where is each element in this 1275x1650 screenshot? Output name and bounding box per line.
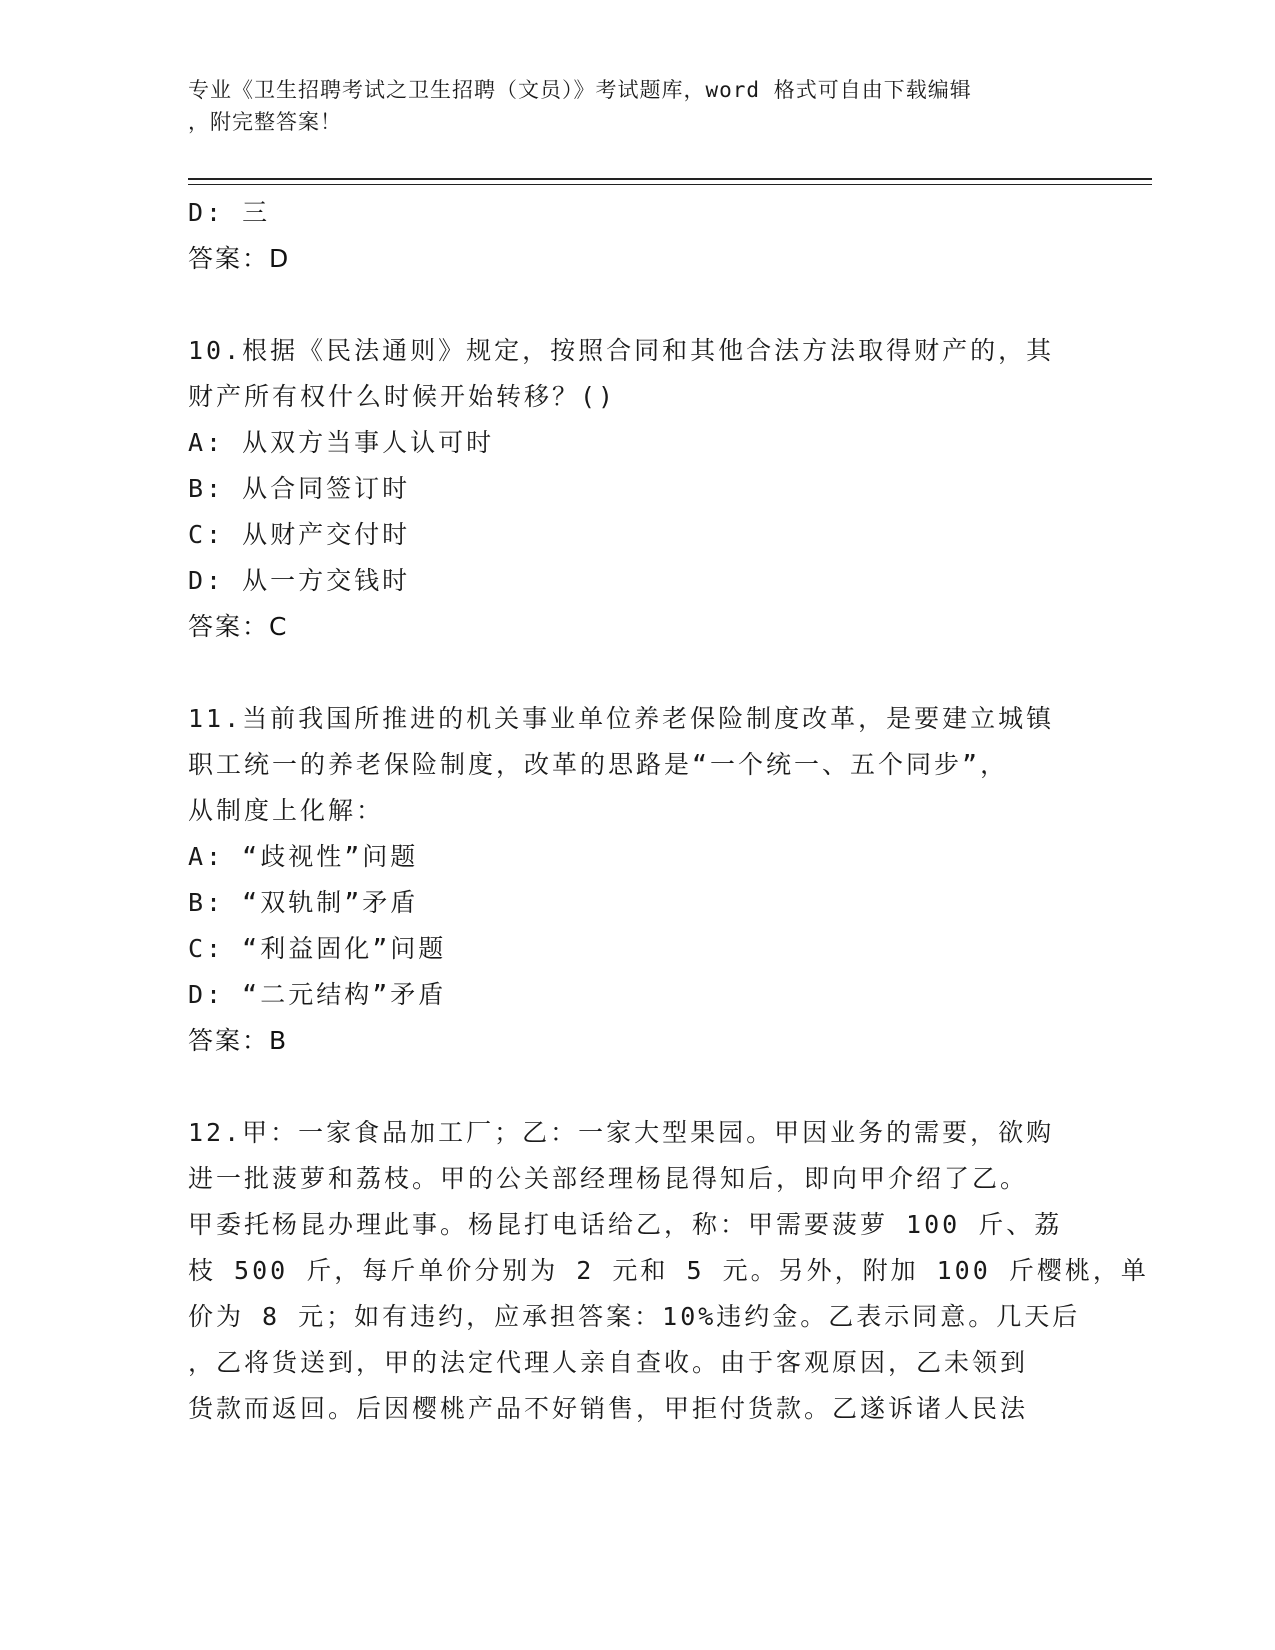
option-d: D: “二元结构”矛盾: [188, 980, 447, 1009]
prev-option-d: D: 三: [188, 198, 271, 227]
prev-answer: 答案：D: [188, 244, 291, 273]
question-text-line: 甲委托杨昆办理此事。杨昆打电话给乙，称：甲需要菠萝 100 斤、荔: [188, 1210, 1063, 1239]
question-text-line: 进一批菠萝和荔枝。甲的公关部经理杨昆得知后，即向甲介绍了乙。: [188, 1164, 1029, 1193]
question-text-line: 11.当前我国所推进的机关事业单位养老保险制度改革，是要建立城镇: [188, 704, 1055, 733]
header-line-2: ，附完整答案！: [188, 110, 342, 134]
question-text-line: 12.甲：一家食品加工厂；乙：一家大型果园。甲因业务的需要，欲购: [188, 1118, 1055, 1147]
question-text-line: ，乙将货送到，甲的法定代理人亲自查收。由于客观原因，乙未领到: [188, 1348, 1029, 1377]
answer: 答案：C: [188, 612, 289, 641]
option-c: C: “利益固化”问题: [188, 934, 447, 963]
option-c: C: 从财产交付时: [188, 520, 411, 549]
option-b: B: 从合同签订时: [188, 474, 411, 503]
question-12: [188, 1110, 1149, 1432]
header-divider-thick: [188, 178, 1152, 180]
header-divider-thin: [188, 184, 1152, 185]
answer: 答案：B: [188, 1026, 289, 1055]
page-header: [188, 74, 1088, 138]
question-text-line: 10.根据《民法通则》规定，按照合同和其他合法方法取得财产的，其: [188, 336, 1055, 365]
question-text-line: 枝 500 斤，每斤单价分别为 2 元和 5 元。另外，附加 100 斤樱桃，单: [188, 1256, 1149, 1285]
question-text-line: 财产所有权什么时候开始转移？(): [188, 382, 617, 411]
option-a: A: “歧视性”问题: [188, 842, 419, 871]
question-text-line: 职工统一的养老保险制度，改革的思路是“一个统一、五个同步”，: [188, 750, 1009, 779]
question-10: [188, 328, 1088, 650]
question-text-line: 从制度上化解：: [188, 796, 385, 825]
question-11: [188, 696, 1088, 1064]
question-text-line: 货款而返回。后因樱桃产品不好销售，甲拒付货款。乙遂诉诸人民法: [188, 1394, 1029, 1423]
option-b: B: “双轨制”矛盾: [188, 888, 419, 917]
option-a: A: 从双方当事人认可时: [188, 428, 495, 457]
header-line-1: 专业《卫生招聘考试之卫生招聘（文员）》考试题库，word 格式可自由下载编辑: [188, 78, 972, 102]
question-text-line: 价为 8 元；如有违约，应承担答案：10%违约金。乙表示同意。几天后: [188, 1302, 1081, 1331]
question-content: [188, 190, 1149, 1432]
option-d: D: 从一方交钱时: [188, 566, 411, 595]
